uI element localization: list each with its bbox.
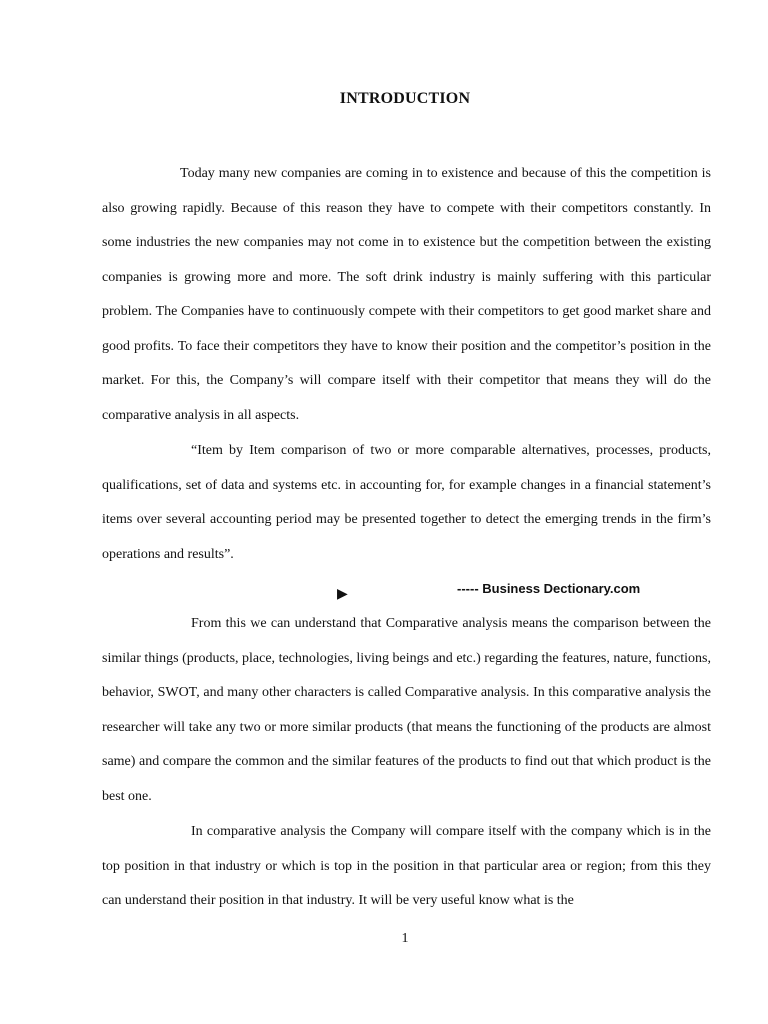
page-number: 1 [401,931,409,946]
company-comparison-paragraph: In comparative analysis the Company will compare itself with the company which is in the top position in that industry or which is top in the position in that particular area or region; from this they can understand their position in that industry. It will be very useful know what is the [102,824,711,908]
page-title: INTRODUCTION [339,90,471,107]
comparative-analysis-paragraph: From this we can understand that Comparative analysis means the comparison between the similar things (products, place, technologies, living beings and etc.) regarding the features, nature, functions, behavior, SWOT, and many other characters is called Comparative analysis. In this comparative analysis the researcher will take any two or more similar products (that means the functioning of the products are almost same) and compare the common and the similar features of the products to find out that which product is the best one. [102,616,711,804]
quotation-paragraph: “Item by Item comparison of two or more comparable alternatives, processes, products, qualifications, set of data and systems etc. in accounting for, for example changes in a financial statement’s items over several accounting period may be presented together to detect the emerging trends in the firm’s operations and results”. [102,443,711,562]
introduction-paragraph-1: Today many new companies are coming in to existence and because of this the competition is also growing rapidly. Because of this reason they have to compete with their competitors constantly. In some industries the new companies may not come in to existence but the competition between the existing companies is growing more and more. The soft drink industry is mainly suffering with this particular problem. The Companies have to continuously compete with their competitors to get good market share and good profits. To face their competitors they have to know their position and the competitor’s position in the market. For this, the Company’s will compare itself with their competitor that means they will do the comparative analysis in all aspects. [102,166,711,423]
right-pointer-icon: ▶ [337,586,348,602]
source-citation: ----- Business Dectionary.com [457,581,641,596]
